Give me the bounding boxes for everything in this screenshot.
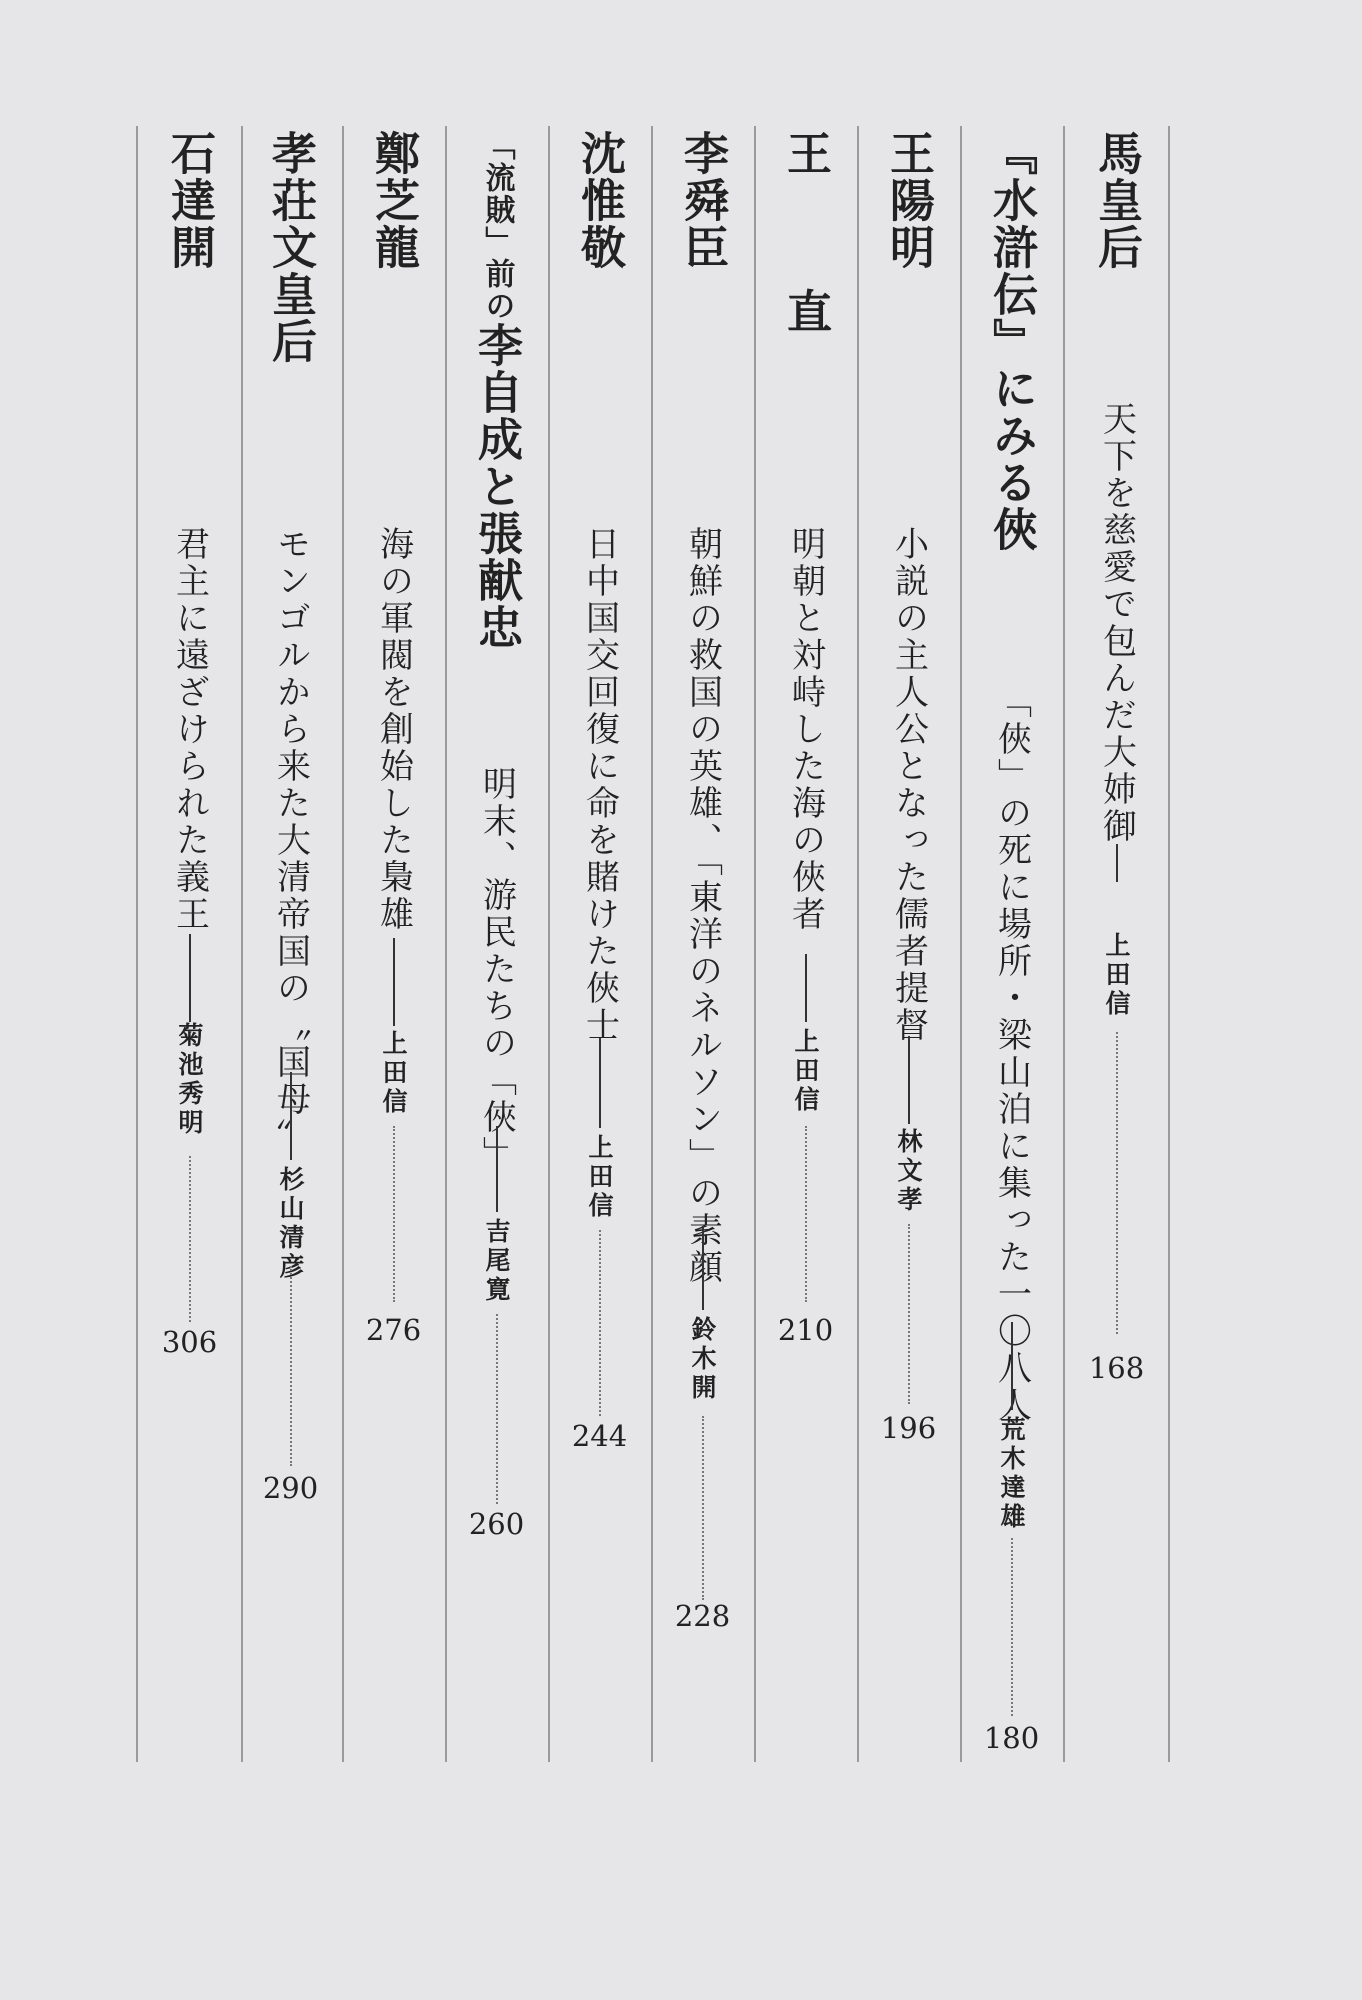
entry-author: 杉山清彦: [276, 1166, 305, 1282]
page-number: 210: [777, 1313, 834, 1347]
page-number: 196: [880, 1411, 937, 1445]
entry-author: 上田信: [379, 1030, 408, 1117]
page-number: 290: [262, 1471, 319, 1505]
page-number: 168: [1088, 1351, 1145, 1385]
dot-leader: [805, 1126, 807, 1302]
page-number: 306: [161, 1325, 218, 1359]
dot-leader: [599, 1230, 601, 1416]
entry-subtitle: 「俠」の死に場所・梁山泊に集った一〇八人: [991, 684, 1032, 1424]
entry-subtitle: モンゴルから来た大清帝国の〝国母〟: [270, 526, 311, 1155]
dot-leader: [1116, 1032, 1118, 1334]
toc-entry: [857, 126, 962, 1762]
entry-title: 孝荘文皇后: [264, 130, 317, 365]
em-dash: [290, 1072, 292, 1160]
dot-leader: [189, 1156, 191, 1322]
em-dash: [189, 934, 191, 1022]
dot-leader: [702, 1416, 704, 1600]
entry-subtitle: 君主に遠ざけられた義王: [169, 526, 210, 933]
em-dash: [702, 1226, 704, 1310]
toc-entry: [548, 126, 653, 1762]
entry-subtitle: 天下を慈愛で包んだ大姉御: [1096, 401, 1137, 845]
em-dash: [805, 954, 807, 1022]
entry-author: 林文孝: [894, 1128, 923, 1215]
dot-leader: [908, 1224, 910, 1404]
entry-title: 王 直: [779, 130, 832, 363]
entry-title: 李自成と張献忠: [470, 322, 523, 651]
entry-title: 沈惟敬: [573, 130, 626, 271]
em-dash: [599, 1038, 601, 1128]
entry-title: 李舜臣: [676, 130, 729, 271]
entry-subtitle: 海の軍閥を創始した梟雄: [373, 526, 414, 933]
entry-subtitle: 明朝と対峙した海の俠者: [785, 526, 826, 933]
page-number: 228: [674, 1599, 731, 1633]
entry-author: 上田信: [791, 1028, 820, 1115]
toc-entry: [342, 126, 447, 1762]
entry-author: 上田信: [1102, 932, 1131, 1019]
entry-subtitle: 朝鮮の救国の英雄、「東洋のネルソン」の素顔: [682, 526, 723, 1286]
entry-title: 鄭芝龍: [367, 130, 420, 271]
page-number: 244: [571, 1419, 628, 1453]
entry-subtitle: 日中国交回復に命を賭けた俠士: [579, 526, 620, 1044]
page-number: 260: [468, 1507, 525, 1541]
dot-leader: [1011, 1538, 1013, 1716]
toc-entry: [445, 126, 550, 1762]
dot-leader: [496, 1314, 498, 1504]
entry-author: 吉尾寛: [482, 1218, 511, 1305]
entry-title: 石達開: [163, 130, 216, 271]
entry-author: 上田信: [585, 1134, 614, 1221]
dot-leader: [393, 1126, 395, 1302]
entry-title: 馬皇后: [1090, 130, 1143, 271]
entry-author: 荒木達雄: [997, 1416, 1026, 1532]
page-number: 180: [983, 1721, 1040, 1755]
em-dash: [496, 1126, 498, 1212]
entry-author: 菊池秀明: [175, 1022, 204, 1138]
toc-entry: [239, 126, 344, 1762]
toc-entry: [960, 126, 1065, 1762]
toc-entry: [136, 126, 243, 1762]
entry-title: 『水滸伝』にみる俠: [985, 130, 1038, 553]
entry-title: 王陽明: [882, 130, 935, 271]
entry-subtitle: 明末、游民たちの「俠」: [476, 766, 517, 1173]
dot-leader: [290, 1266, 292, 1466]
entry-subtitle: 小説の主人公となった儒者提督: [888, 526, 929, 1044]
toc-entry: [754, 126, 859, 1762]
toc-entry: [651, 126, 756, 1762]
em-dash: [1011, 1322, 1013, 1410]
em-dash: [908, 1036, 910, 1124]
em-dash: [393, 938, 395, 1026]
entry-title-prefix: 「流賊」前の: [479, 130, 515, 322]
em-dash: [1116, 844, 1118, 882]
entry-author: 鈴木開: [688, 1316, 717, 1403]
toc-entry: [1063, 126, 1170, 1762]
page-number: 276: [365, 1313, 422, 1347]
